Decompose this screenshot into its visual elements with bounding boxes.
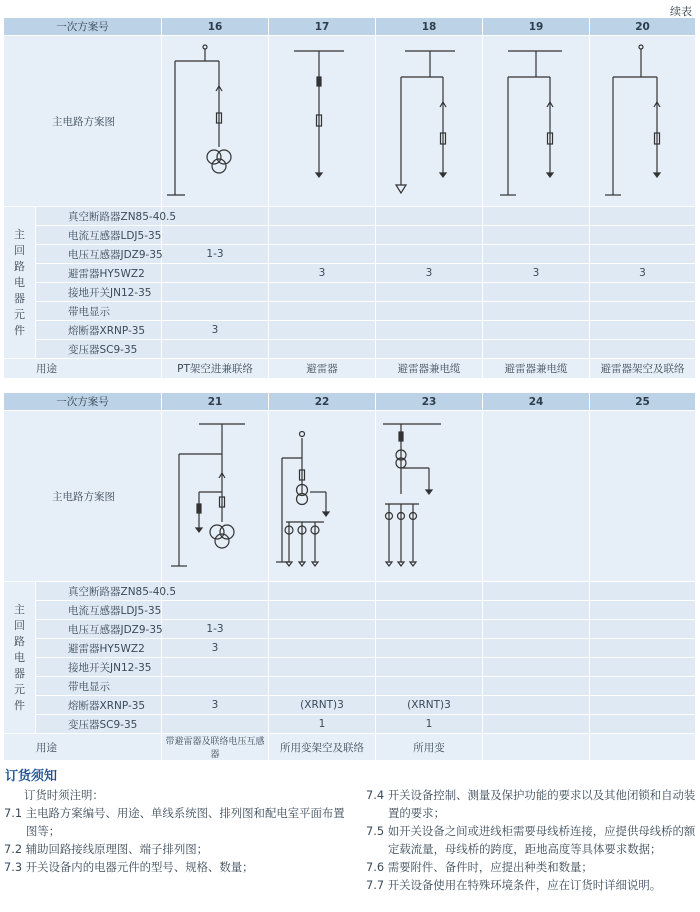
circuit-diagram-21 bbox=[162, 411, 269, 582]
component-value bbox=[483, 601, 590, 620]
component-name: 真空断路器ZN85-40.5 bbox=[36, 207, 162, 226]
component-value bbox=[590, 620, 696, 639]
order-note-item: 7.3 开关设备内的电器元件的型号、规格、数量； bbox=[4, 860, 254, 874]
scheme-number: 19 bbox=[483, 18, 590, 36]
continued-label: 续表 bbox=[670, 5, 692, 18]
component-value bbox=[269, 207, 376, 226]
component-value bbox=[483, 677, 590, 696]
component-row bbox=[4, 302, 696, 321]
component-value bbox=[590, 340, 696, 359]
component-value: (XRNT)3 bbox=[269, 696, 376, 715]
component-value bbox=[483, 696, 590, 715]
component-value bbox=[376, 582, 483, 601]
component-value: 3 bbox=[162, 321, 269, 340]
component-value bbox=[483, 283, 590, 302]
component-row bbox=[4, 226, 696, 245]
circuit-diagram-17 bbox=[269, 36, 376, 207]
component-value: 3 bbox=[590, 264, 696, 283]
component-value bbox=[269, 658, 376, 677]
component-value bbox=[162, 207, 269, 226]
component-row bbox=[4, 696, 696, 715]
scheme-number-row bbox=[4, 393, 696, 411]
usage-value: 避雷器兼电缆 bbox=[376, 359, 483, 379]
scheme-number: 16 bbox=[162, 18, 269, 36]
component-name: 电流互感器LDJ5-35 bbox=[36, 226, 162, 245]
component-row bbox=[4, 245, 696, 264]
usage-label: 用途 bbox=[4, 734, 162, 761]
component-value bbox=[376, 658, 483, 677]
component-name: 带电显示 bbox=[36, 302, 162, 321]
circuit-diagram-16 bbox=[162, 36, 269, 207]
component-value bbox=[376, 283, 483, 302]
component-value bbox=[376, 620, 483, 639]
component-value bbox=[376, 226, 483, 245]
scheme-number: 23 bbox=[376, 393, 483, 411]
component-value bbox=[590, 302, 696, 321]
component-value bbox=[590, 207, 696, 226]
order-note-item: 7.4 开关设备控制、测量及保护功能的要求以及其他闭锁和自动装置的要求； bbox=[366, 788, 696, 820]
component-value bbox=[269, 620, 376, 639]
component-value: 1-3 bbox=[162, 245, 269, 264]
component-value bbox=[590, 582, 696, 601]
component-value bbox=[162, 283, 269, 302]
component-value bbox=[162, 264, 269, 283]
usage-row bbox=[4, 359, 696, 379]
component-name: 避雷器HY5WZ2 bbox=[36, 264, 162, 283]
component-value bbox=[376, 340, 483, 359]
component-value bbox=[483, 226, 590, 245]
component-value: 1-3 bbox=[162, 620, 269, 639]
component-value bbox=[376, 639, 483, 658]
usage-value bbox=[590, 734, 696, 761]
component-row bbox=[4, 677, 696, 696]
component-value bbox=[483, 302, 590, 321]
usage-value bbox=[483, 734, 590, 761]
component-value bbox=[590, 321, 696, 340]
component-value bbox=[483, 639, 590, 658]
component-name: 电压互感器JDZ9-35 bbox=[36, 620, 162, 639]
component-value bbox=[590, 226, 696, 245]
scheme-number: 18 bbox=[376, 18, 483, 36]
component-value bbox=[376, 207, 483, 226]
order-notes-heading: 订货须知 bbox=[5, 769, 58, 784]
scheme-number-row bbox=[4, 18, 696, 36]
diagram-row bbox=[4, 36, 696, 207]
component-row bbox=[4, 582, 696, 601]
component-name: 变压器SC9-35 bbox=[36, 715, 162, 734]
component-value bbox=[590, 677, 696, 696]
component-value bbox=[162, 340, 269, 359]
component-value bbox=[269, 245, 376, 264]
order-note-item: 7.5 如开关设备之间或进线柜需要母线桥连接，应提供母线桥的额定载流量，母线桥的跨度，距地高度等具体要求数据； bbox=[366, 824, 696, 856]
order-notes-left bbox=[4, 786, 354, 876]
component-name: 熔断器XRNP-35 bbox=[36, 696, 162, 715]
component-value bbox=[162, 658, 269, 677]
component-value bbox=[483, 582, 590, 601]
component-value bbox=[376, 321, 483, 340]
component-value: 3 bbox=[162, 639, 269, 658]
component-row bbox=[4, 639, 696, 658]
component-row bbox=[4, 321, 696, 340]
component-value bbox=[483, 620, 590, 639]
component-row bbox=[4, 340, 696, 359]
scheme-table-1 bbox=[3, 17, 696, 379]
circuit-diagram-20 bbox=[590, 36, 696, 207]
component-value bbox=[590, 658, 696, 677]
component-value bbox=[590, 283, 696, 302]
scheme-number: 20 bbox=[590, 18, 696, 36]
scheme-number: 17 bbox=[269, 18, 376, 36]
component-value bbox=[483, 207, 590, 226]
diagram-row-label: 主电路方案图 bbox=[4, 36, 162, 207]
component-value bbox=[590, 696, 696, 715]
component-value bbox=[269, 226, 376, 245]
scheme-number: 21 bbox=[162, 393, 269, 411]
order-note-item: 7.7 开关设备使用在特殊环境条件，应在订货时详细说明。 bbox=[366, 878, 662, 892]
component-value: 3 bbox=[162, 696, 269, 715]
scheme-number-label: 一次方案号 bbox=[4, 18, 162, 36]
component-value bbox=[376, 677, 483, 696]
usage-value: 避雷器 bbox=[269, 359, 376, 379]
component-value: 1 bbox=[376, 715, 483, 734]
component-value: (XRNT)3 bbox=[376, 696, 483, 715]
component-row bbox=[4, 601, 696, 620]
component-row bbox=[4, 658, 696, 677]
usage-value: 带避雷器及联络电压互感器 bbox=[162, 734, 269, 761]
component-value bbox=[483, 658, 590, 677]
usage-value: 避雷器兼电缆 bbox=[483, 359, 590, 379]
component-value bbox=[162, 601, 269, 620]
diagram-row bbox=[4, 411, 696, 582]
component-name: 变压器SC9-35 bbox=[36, 340, 162, 359]
scheme-number: 24 bbox=[483, 393, 590, 411]
component-value bbox=[483, 245, 590, 264]
scheme-number: 25 bbox=[590, 393, 696, 411]
component-value bbox=[269, 340, 376, 359]
component-value bbox=[269, 601, 376, 620]
component-name: 电压互感器JDZ9-35 bbox=[36, 245, 162, 264]
component-row bbox=[4, 620, 696, 639]
component-name: 避雷器HY5WZ2 bbox=[36, 639, 162, 658]
component-value: 3 bbox=[376, 264, 483, 283]
component-value: 1 bbox=[269, 715, 376, 734]
component-value bbox=[483, 340, 590, 359]
component-value bbox=[269, 321, 376, 340]
component-value bbox=[269, 582, 376, 601]
usage-value: 所用变架空及联络 bbox=[269, 734, 376, 761]
scheme-number-label: 一次方案号 bbox=[4, 393, 162, 411]
component-value bbox=[269, 639, 376, 658]
component-value bbox=[483, 321, 590, 340]
component-value bbox=[269, 302, 376, 321]
scheme-table-2 bbox=[3, 392, 696, 761]
component-value bbox=[590, 245, 696, 264]
usage-label: 用途 bbox=[4, 359, 162, 379]
circuit-diagram-25 bbox=[590, 411, 696, 582]
component-value bbox=[269, 283, 376, 302]
component-value: 3 bbox=[483, 264, 590, 283]
circuit-diagram-19 bbox=[483, 36, 590, 207]
component-row bbox=[4, 264, 696, 283]
circuit-diagram-22 bbox=[269, 411, 376, 582]
component-value bbox=[162, 226, 269, 245]
component-value: 3 bbox=[269, 264, 376, 283]
component-name: 接地开关JN12-35 bbox=[36, 283, 162, 302]
component-value bbox=[590, 715, 696, 734]
component-name: 真空断路器ZN85-40.5 bbox=[36, 582, 162, 601]
component-name: 带电显示 bbox=[36, 677, 162, 696]
component-row bbox=[4, 715, 696, 734]
usage-value: PT架空进兼联络 bbox=[162, 359, 269, 379]
order-note-item: 7.1 主电路方案编号、用途、单线系统图、排列图和配电室平面布置图等； bbox=[4, 806, 345, 838]
component-row bbox=[4, 207, 696, 226]
component-value bbox=[590, 639, 696, 658]
component-value bbox=[590, 601, 696, 620]
component-value bbox=[162, 302, 269, 321]
component-name: 接地开关JN12-35 bbox=[36, 658, 162, 677]
usage-value: 所用变 bbox=[376, 734, 483, 761]
component-value bbox=[162, 582, 269, 601]
component-value bbox=[269, 677, 376, 696]
component-name: 熔断器XRNP-35 bbox=[36, 321, 162, 340]
component-value bbox=[162, 715, 269, 734]
circuit-diagram-24 bbox=[483, 411, 590, 582]
component-group-label: 主回路电器元件 bbox=[4, 582, 36, 734]
diagram-row-label: 主电路方案图 bbox=[4, 411, 162, 582]
usage-value: 避雷器架空及联络 bbox=[590, 359, 696, 379]
scheme-number: 22 bbox=[269, 393, 376, 411]
usage-row bbox=[4, 734, 696, 761]
component-value bbox=[483, 715, 590, 734]
component-value bbox=[376, 601, 483, 620]
circuit-diagram-23 bbox=[376, 411, 483, 582]
order-note-item: 7.2 辅助回路接线原理图、端子排列图； bbox=[4, 842, 208, 856]
component-row bbox=[4, 283, 696, 302]
component-value bbox=[162, 677, 269, 696]
component-name: 电流互感器LDJ5-35 bbox=[36, 601, 162, 620]
component-group-label: 主回路电器元件 bbox=[4, 207, 36, 359]
circuit-diagram-18 bbox=[376, 36, 483, 207]
order-notes-intro: 订货时须注明： bbox=[24, 788, 104, 802]
order-notes-right bbox=[366, 786, 696, 894]
order-note-item: 7.6 需要附件、备件时，应提出种类和数量； bbox=[366, 860, 593, 874]
component-value bbox=[376, 302, 483, 321]
component-value bbox=[376, 245, 483, 264]
